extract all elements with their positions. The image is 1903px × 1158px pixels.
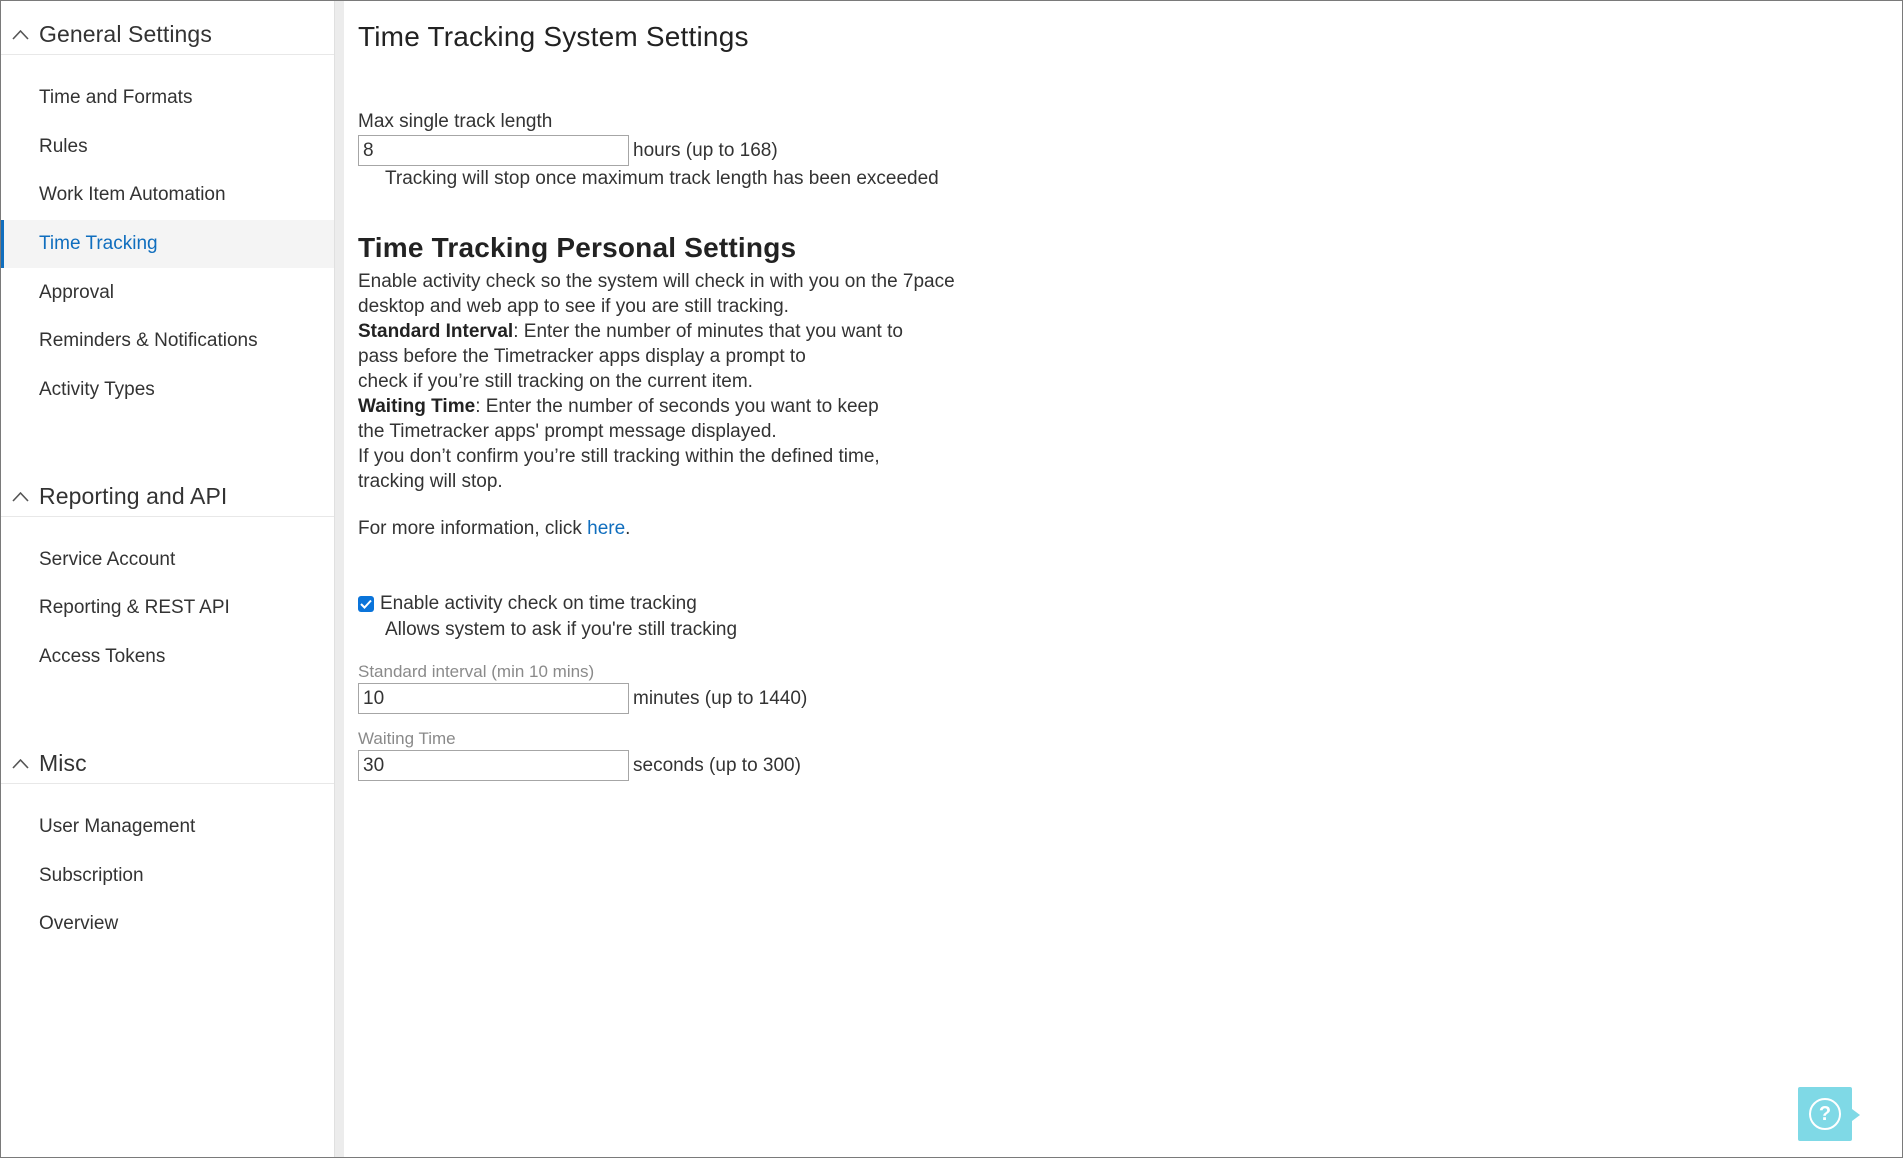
activity-check-label: Enable activity check on time tracking [380, 593, 697, 614]
waiting-time-label: Waiting Time [358, 729, 456, 748]
interval-label: Standard interval (min 10 mins) [358, 662, 595, 681]
group-misc[interactable] [1, 742, 334, 784]
activity-check-checkbox[interactable] [358, 596, 374, 612]
max-track-unit: hours (up to 168) [633, 140, 778, 161]
max-track-input[interactable] [358, 135, 629, 166]
sidebar-item-service-account[interactable]: Service Account [39, 549, 176, 570]
activity-check-row [358, 593, 697, 615]
waiting-time-line [358, 394, 978, 419]
description-line: Enable activity check so the system will check in with you on the 7pace [358, 271, 955, 292]
more-info-link[interactable]: here [587, 518, 626, 539]
standard-interval-term: Standard Interval [358, 321, 514, 342]
standard-interval-desc: : Enter the number of minutes that you want to [513, 321, 903, 342]
group-divider [1, 516, 334, 517]
description-line: desktop and web app to see if you are still tracking. [358, 296, 789, 317]
sidebar-item-approval[interactable]: Approval [39, 282, 114, 303]
personal-settings-description [358, 269, 978, 494]
max-track-hint: Tracking will stop once maximum track length has been exceeded [385, 168, 939, 189]
description-line: If you don’t confirm you’re still tracking within the defined time, [358, 446, 880, 467]
waiting-time-desc: : Enter the number of seconds you want to keep [475, 396, 879, 417]
section-title: Time Tracking Personal Settings [358, 232, 797, 263]
sidebar-item-subscription[interactable]: Subscription [39, 865, 144, 886]
description-line: the Timetracker apps' prompt message displayed. [358, 421, 777, 442]
group-label: General Settings [39, 20, 212, 47]
waiting-time-term: Waiting Time [358, 396, 476, 417]
sidebar-item-work-item-automation[interactable]: Work Item Automation [39, 184, 226, 205]
waiting-time-unit: seconds (up to 300) [633, 755, 801, 776]
chevron-up-icon [1, 758, 39, 769]
group-label: Misc [39, 749, 87, 776]
settings-content [358, 1, 1888, 1158]
help-button-tail [1852, 1109, 1860, 1121]
more-info-prefix: For more information, click [358, 518, 588, 539]
standard-interval-line [358, 319, 978, 344]
interval-input[interactable] [358, 683, 629, 714]
interval-unit: minutes (up to 1440) [633, 688, 808, 709]
question-icon: ? [1809, 1098, 1841, 1130]
chevron-up-icon [1, 29, 39, 40]
sidebar-item-user-management[interactable]: User Management [39, 816, 196, 837]
group-divider [1, 783, 334, 784]
sidebar-item-access-tokens[interactable]: Access Tokens [39, 646, 166, 667]
sidebar-item-overview[interactable]: Overview [39, 913, 119, 934]
max-track-label: Max single track length [358, 111, 553, 132]
more-info-suffix: . [625, 518, 631, 539]
help-button[interactable] [1798, 1087, 1852, 1141]
settings-sidebar [1, 1, 334, 1158]
sidebar-item-rules[interactable]: Rules [39, 136, 88, 157]
group-label: Reporting and API [39, 482, 228, 509]
more-info-text [358, 518, 630, 540]
sidebar-item-time-tracking[interactable]: Time Tracking [1, 220, 334, 268]
sidebar-item-time-and-formats[interactable]: Time and Formats [39, 87, 193, 108]
sidebar-item-activity-types[interactable]: Activity Types [39, 379, 155, 400]
description-line: tracking will stop. [358, 471, 503, 492]
waiting-time-input[interactable] [358, 750, 629, 781]
checkmark-icon [360, 599, 372, 609]
group-divider [1, 54, 334, 55]
sidebar-item-reminders-notifications[interactable]: Reminders & Notifications [39, 330, 258, 351]
group-reporting-and-api[interactable] [1, 475, 334, 517]
group-general-settings[interactable] [1, 13, 334, 55]
chevron-up-icon [1, 491, 39, 502]
description-line: pass before the Timetracker apps display a prompt to [358, 346, 806, 367]
sidebar-splitter[interactable] [334, 1, 344, 1158]
activity-check-hint: Allows system to ask if you're still tracking [385, 619, 738, 640]
page-title: Time Tracking System Settings [358, 21, 749, 52]
description-line: check if you’re still tracking on the current item. [358, 371, 753, 392]
sidebar-item-reporting-rest-api[interactable]: Reporting & REST API [39, 597, 230, 618]
